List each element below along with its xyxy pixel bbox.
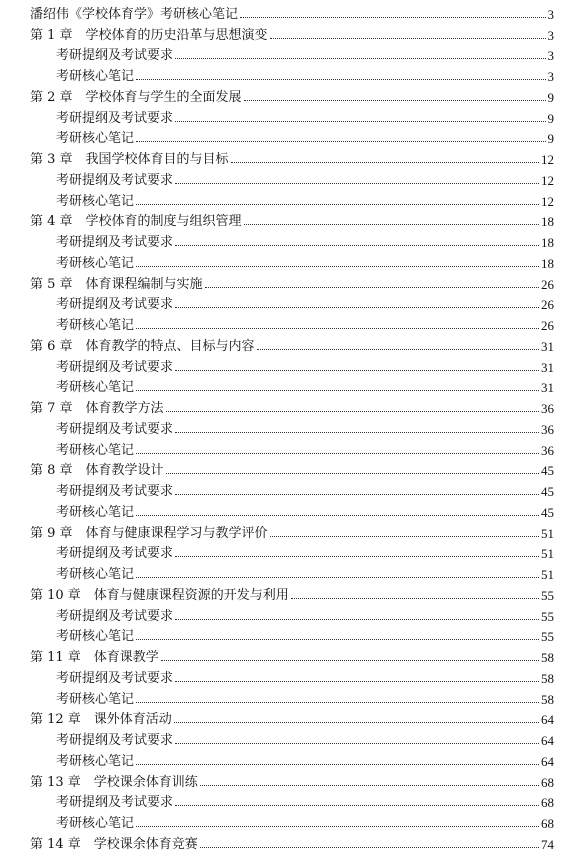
dot-leader xyxy=(175,58,545,59)
dot-leader xyxy=(174,722,539,723)
dot-leader xyxy=(175,307,539,308)
toc-subentry[interactable] xyxy=(30,355,554,376)
toc-entry-title: 考研提纲及考试要求 xyxy=(56,110,174,126)
toc-page-number: 12 xyxy=(541,152,554,167)
toc-page-number: 45 xyxy=(541,463,554,479)
dot-leader xyxy=(175,121,545,122)
toc-entry-title: 潘绍伟《学校体育学》考研核心笔记 xyxy=(30,6,239,22)
toc-page-number: 58 xyxy=(541,691,554,707)
dot-leader xyxy=(175,432,539,433)
dot-leader xyxy=(291,598,539,599)
toc-entry-title: 考研核心笔记 xyxy=(56,816,135,831)
toc-subentry[interactable] xyxy=(30,106,554,127)
toc-entry-title: 考研提纲及考试要求 xyxy=(56,733,174,748)
toc-subentry[interactable] xyxy=(30,230,554,251)
toc-subentry[interactable] xyxy=(30,251,554,272)
toc-page-number: 31 xyxy=(541,380,554,396)
toc-page-number: 58 xyxy=(541,650,554,665)
toc-subentry[interactable] xyxy=(30,479,554,500)
dot-leader xyxy=(200,847,539,848)
toc-subentry[interactable] xyxy=(30,562,554,583)
toc-entry[interactable] xyxy=(30,210,554,231)
dot-leader xyxy=(136,453,539,454)
toc-entry-title: 第 6 章 体育教学的特点、目标与内容 xyxy=(30,338,255,354)
toc-entry-title: 第 12 章 课外体育活动 xyxy=(30,712,172,728)
toc-entry-title: 考研提纲及考试要求 xyxy=(56,484,174,499)
dot-leader xyxy=(175,494,539,495)
dot-leader xyxy=(175,370,539,371)
toc-page-number: 31 xyxy=(541,338,554,354)
dot-leader xyxy=(136,515,539,516)
toc-page-number: 9 xyxy=(547,110,554,126)
toc-page-number: 68 xyxy=(541,795,554,811)
toc-entry[interactable] xyxy=(30,147,554,168)
toc-page-number: 9 xyxy=(547,131,554,147)
toc-entry-title: 考研核心笔记 xyxy=(56,567,135,582)
toc-entry-title: 考研核心笔记 xyxy=(56,753,135,769)
dot-leader xyxy=(270,536,539,537)
toc-entry-title: 考研核心笔记 xyxy=(56,442,135,458)
dot-leader xyxy=(205,287,539,288)
dot-leader xyxy=(175,619,539,620)
toc-entry-title: 考研核心笔记 xyxy=(56,504,135,520)
toc-page-number: 45 xyxy=(541,504,554,520)
dot-leader xyxy=(136,639,539,640)
toc-entry-title: 考研提纲及考试要求 xyxy=(56,297,174,313)
toc-page-number: 18 xyxy=(541,214,554,230)
toc-entry[interactable] xyxy=(30,583,554,604)
toc-entry-title: 第 5 章 体育课程编制与实施 xyxy=(30,276,203,292)
toc-page-number: 68 xyxy=(541,816,554,831)
toc-entry-title: 考研提纲及考试要求 xyxy=(56,235,174,250)
toc-page-number: 12 xyxy=(541,172,554,188)
toc-page-number: 64 xyxy=(541,753,554,769)
toc-page-number: 64 xyxy=(541,733,554,748)
dot-leader xyxy=(257,349,539,350)
toc-page-number: 68 xyxy=(541,774,554,790)
toc-subentry[interactable] xyxy=(30,604,554,625)
toc-page-number: 26 xyxy=(541,276,554,292)
toc-subentry[interactable] xyxy=(30,64,554,85)
dot-leader xyxy=(136,826,539,827)
dot-leader xyxy=(244,224,539,225)
toc-entry-title: 考研核心笔记 xyxy=(56,380,135,396)
toc-subentry[interactable] xyxy=(30,189,554,210)
toc-page-number: 12 xyxy=(541,193,554,209)
dot-leader xyxy=(136,79,545,80)
toc-page-number: 36 xyxy=(541,421,554,437)
toc-page-number: 31 xyxy=(541,359,554,375)
toc-subentry[interactable] xyxy=(30,791,554,812)
toc-entry-title: 第 13 章 学校课余体育训练 xyxy=(30,774,198,790)
dot-leader xyxy=(136,390,539,391)
toc-page-number: 9 xyxy=(547,89,554,105)
dot-leader xyxy=(136,328,539,329)
toc-entry[interactable] xyxy=(30,2,554,23)
toc-entry[interactable] xyxy=(30,272,554,293)
toc-page-number: 55 xyxy=(541,587,554,603)
toc-page-number: 45 xyxy=(541,484,554,499)
toc-entry-title: 第 8 章 体育教学设计 xyxy=(30,463,164,479)
toc-entry[interactable] xyxy=(30,708,554,729)
toc-page-number: 51 xyxy=(541,567,554,582)
toc-entry-title: 考研核心笔记 xyxy=(56,193,135,209)
toc-entry[interactable] xyxy=(30,770,554,791)
dot-leader xyxy=(270,38,546,39)
toc-entry-title: 考研核心笔记 xyxy=(56,255,135,271)
dot-leader xyxy=(200,785,539,786)
toc-page-number: 36 xyxy=(541,401,554,416)
toc-entry-title: 第 3 章 我国学校体育目的与目标 xyxy=(30,152,229,167)
dot-leader xyxy=(136,764,539,765)
toc-entry[interactable] xyxy=(30,521,554,542)
dot-leader xyxy=(240,17,545,18)
toc-entry[interactable] xyxy=(30,459,554,480)
toc-page-number: 36 xyxy=(541,442,554,458)
toc-entry-title: 第 10 章 体育与健康课程资源的开发与利用 xyxy=(30,587,289,603)
toc-entry[interactable] xyxy=(30,23,554,44)
toc-page-number: 18 xyxy=(541,235,554,250)
dot-leader xyxy=(161,660,539,661)
toc-subentry[interactable] xyxy=(30,168,554,189)
toc-subentry[interactable] xyxy=(30,127,554,148)
toc-subentry[interactable] xyxy=(30,749,554,770)
dot-leader xyxy=(136,141,545,142)
toc-entry-title: 考研提纲及考试要求 xyxy=(56,795,174,811)
dot-leader xyxy=(136,577,539,578)
toc-entry-title: 考研提纲及考试要求 xyxy=(56,546,174,562)
toc-page-number: 26 xyxy=(541,297,554,313)
dot-leader xyxy=(175,183,539,184)
table-of-contents xyxy=(30,2,554,853)
toc-page-number: 51 xyxy=(541,525,554,541)
toc-entry-title: 考研提纲及考试要求 xyxy=(56,421,174,437)
toc-page-number: 55 xyxy=(541,608,554,624)
toc-entry-title: 考研提纲及考试要求 xyxy=(56,359,174,375)
toc-entry-title: 考研核心笔记 xyxy=(56,629,135,645)
dot-leader xyxy=(175,681,539,682)
toc-subentry[interactable] xyxy=(30,500,554,521)
toc-entry-title: 第 14 章 学校课余体育竞赛 xyxy=(30,836,198,852)
toc-subentry[interactable] xyxy=(30,542,554,563)
toc-subentry[interactable] xyxy=(30,625,554,646)
toc-subentry[interactable] xyxy=(30,417,554,438)
dot-leader xyxy=(175,743,539,744)
toc-page-number: 58 xyxy=(541,670,554,686)
toc-subentry[interactable] xyxy=(30,376,554,397)
dot-leader xyxy=(136,204,539,205)
toc-entry-title: 考研提纲及考试要求 xyxy=(56,608,174,624)
toc-entry-title: 考研核心笔记 xyxy=(56,69,135,84)
toc-entry-title: 第 11 章 体育课教学 xyxy=(30,650,159,665)
toc-entry-title: 第 2 章 学校体育与学生的全面发展 xyxy=(30,89,242,105)
dot-leader xyxy=(166,473,539,474)
toc-page-number: 55 xyxy=(541,629,554,645)
toc-entry[interactable] xyxy=(30,396,554,417)
toc-entry[interactable] xyxy=(30,85,554,106)
dot-leader xyxy=(136,266,539,267)
toc-subentry[interactable] xyxy=(30,44,554,65)
toc-entry-title: 第 7 章 体育教学方法 xyxy=(30,401,164,416)
toc-page-number: 3 xyxy=(547,69,554,84)
toc-entry[interactable] xyxy=(30,832,554,853)
toc-subentry[interactable] xyxy=(30,728,554,749)
toc-page-number: 51 xyxy=(541,546,554,562)
toc-entry-title: 第 1 章 学校体育的历史沿革与思想演变 xyxy=(30,27,268,43)
toc-page-number: 3 xyxy=(547,48,554,64)
toc-page-number: 26 xyxy=(541,318,554,333)
toc-entry-title: 考研核心笔记 xyxy=(56,691,135,707)
toc-page-number: 3 xyxy=(547,27,554,43)
toc-page-number: 64 xyxy=(541,712,554,728)
dot-leader xyxy=(175,805,539,806)
toc-entry-title: 考研核心笔记 xyxy=(56,131,135,147)
toc-subentry[interactable] xyxy=(30,293,554,314)
toc-subentry[interactable] xyxy=(30,313,554,334)
toc-entry[interactable] xyxy=(30,645,554,666)
toc-subentry[interactable] xyxy=(30,811,554,832)
dot-leader xyxy=(136,702,539,703)
toc-page-number: 3 xyxy=(547,6,554,22)
dot-leader xyxy=(175,245,539,246)
toc-page-number: 74 xyxy=(541,836,554,852)
dot-leader xyxy=(175,556,539,557)
toc-entry-title: 考研提纲及考试要求 xyxy=(56,172,174,188)
toc-subentry[interactable] xyxy=(30,438,554,459)
toc-entry[interactable] xyxy=(30,334,554,355)
dot-leader xyxy=(231,162,539,163)
dot-leader xyxy=(244,100,546,101)
toc-subentry[interactable] xyxy=(30,666,554,687)
toc-entry-title: 考研提纲及考试要求 xyxy=(56,670,174,686)
toc-entry-title: 考研核心笔记 xyxy=(56,318,135,333)
toc-page-number: 18 xyxy=(541,255,554,271)
toc-entry-title: 第 9 章 体育与健康课程学习与教学评价 xyxy=(30,525,268,541)
dot-leader xyxy=(166,411,539,412)
toc-entry-title: 第 4 章 学校体育的制度与组织管理 xyxy=(30,214,242,230)
toc-subentry[interactable] xyxy=(30,687,554,708)
toc-entry-title: 考研提纲及考试要求 xyxy=(56,48,174,64)
